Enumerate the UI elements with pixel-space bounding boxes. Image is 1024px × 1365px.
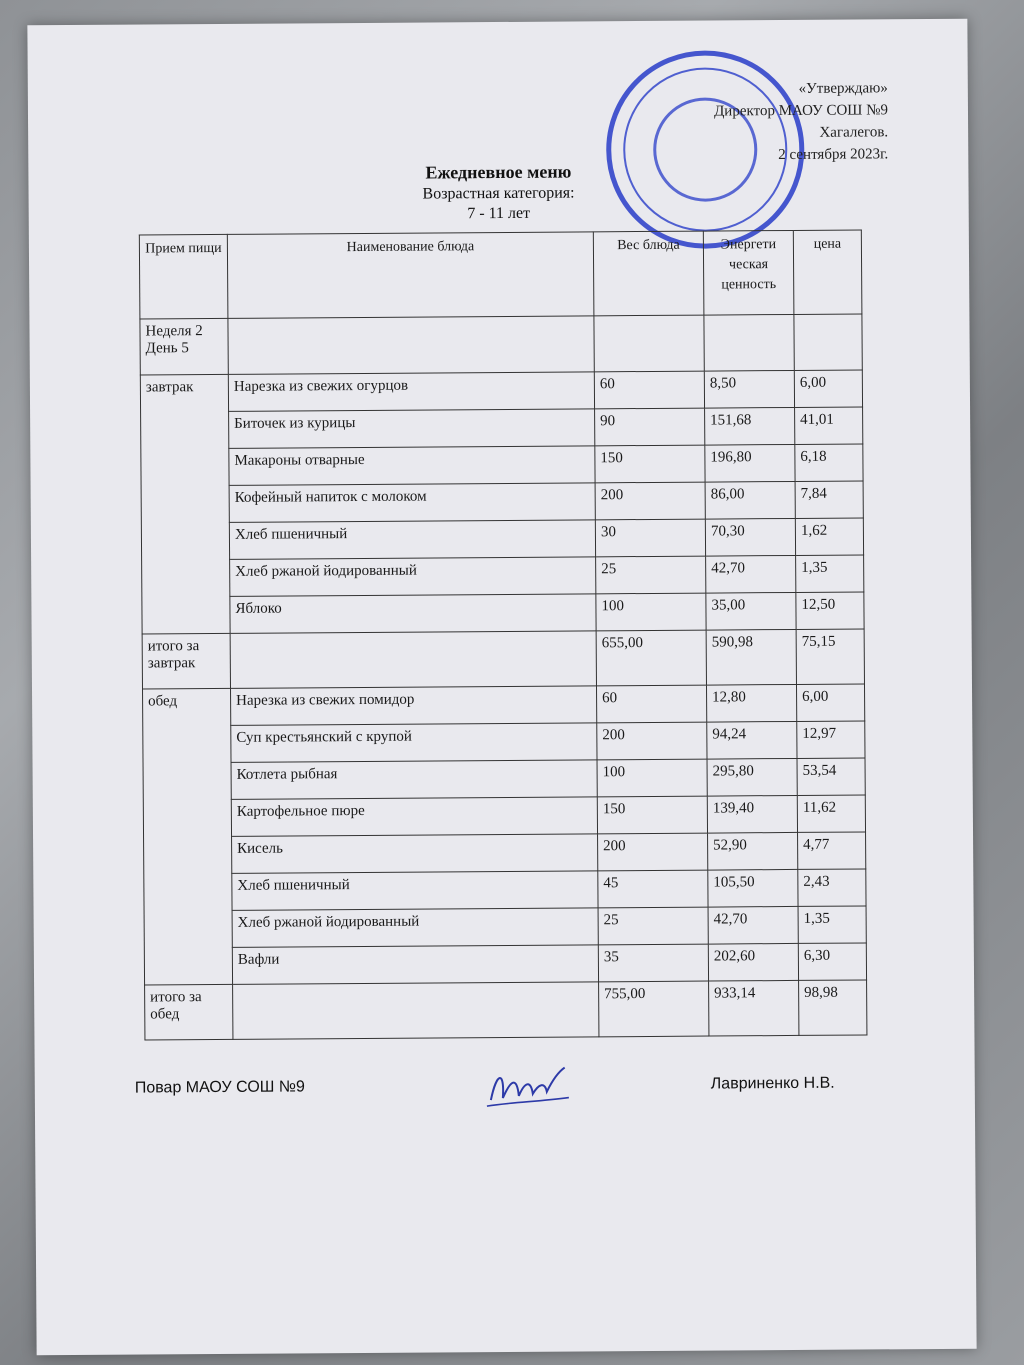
breakfast-dish: Хлеб пшеничный bbox=[229, 520, 595, 560]
menu-table bbox=[139, 229, 868, 1040]
breakfast-row bbox=[141, 518, 863, 560]
breakfast-energy: 86,00 bbox=[705, 481, 795, 519]
breakfast-row bbox=[141, 481, 863, 523]
lunch-price: 4,77 bbox=[798, 832, 866, 869]
table-header-row bbox=[139, 230, 862, 319]
breakfast-price: 7,84 bbox=[795, 481, 863, 518]
lunch-weight: 35 bbox=[598, 944, 708, 982]
breakfast-price: 1,62 bbox=[795, 518, 863, 555]
lunch-dish: Суп крестьянский с крупой bbox=[231, 723, 597, 763]
lunch-row bbox=[143, 758, 865, 800]
cook-name: Лавриненко Н.В. bbox=[710, 1074, 835, 1093]
breakfast-dish: Кофейный напиток с молоком bbox=[229, 483, 595, 523]
breakfast-total-label: итого за завтрак bbox=[142, 633, 230, 689]
lunch-label: обед bbox=[143, 688, 233, 985]
lunch-total-empty bbox=[233, 982, 599, 1040]
lunch-row bbox=[144, 943, 866, 985]
lunch-price: 6,00 bbox=[796, 684, 864, 721]
lunch-row bbox=[144, 906, 866, 948]
breakfast-price: 1,35 bbox=[796, 555, 864, 592]
breakfast-price: 41,01 bbox=[795, 407, 863, 444]
approval-line-3: Хагалегов. bbox=[819, 124, 889, 141]
breakfast-dish: Нарезка из свежих огурцов bbox=[228, 372, 594, 412]
lunch-weight: 200 bbox=[598, 833, 708, 871]
breakfast-total-weight: 655,00 bbox=[596, 630, 706, 686]
lunch-energy: 105,50 bbox=[708, 869, 798, 907]
breakfast-total-price: 75,15 bbox=[796, 629, 864, 684]
header-weight: Вес блюда bbox=[593, 231, 704, 316]
lunch-dish: Хлеб пшеничный bbox=[232, 871, 598, 911]
age-category-label: Возрастная категория: bbox=[422, 184, 575, 203]
lunch-weight: 25 bbox=[598, 907, 708, 945]
week-day-label: Неделя 2 День 5 bbox=[140, 318, 228, 375]
lunch-price: 2,43 bbox=[798, 869, 866, 906]
lunch-row bbox=[144, 832, 866, 874]
breakfast-weight: 60 bbox=[594, 371, 704, 409]
lunch-weight: 100 bbox=[597, 759, 707, 797]
lunch-total-energy: 933,14 bbox=[709, 980, 799, 1036]
breakfast-dish: Биточек из курицы bbox=[229, 409, 595, 449]
lunch-dish: Картофельное пюре bbox=[231, 797, 597, 837]
breakfast-total-row bbox=[142, 629, 864, 689]
breakfast-dish: Яблоко bbox=[230, 594, 596, 634]
breakfast-energy: 8,50 bbox=[704, 370, 794, 408]
lunch-dish: Кисель bbox=[232, 834, 598, 874]
signature bbox=[483, 1062, 573, 1113]
breakfast-price: 6,00 bbox=[794, 370, 862, 407]
lunch-weight: 45 bbox=[598, 870, 708, 908]
lunch-dish: Хлеб ржаной йодированный bbox=[232, 908, 598, 948]
breakfast-row bbox=[140, 370, 862, 412]
breakfast-energy: 70,30 bbox=[705, 518, 795, 556]
breakfast-energy: 42,70 bbox=[706, 555, 796, 593]
lunch-energy: 42,70 bbox=[708, 906, 798, 944]
breakfast-label: завтрак bbox=[140, 374, 230, 634]
lunch-price: 53,54 bbox=[797, 758, 865, 795]
breakfast-weight: 150 bbox=[595, 445, 705, 483]
lunch-energy: 139,40 bbox=[707, 795, 797, 833]
lunch-dish: Котлета рыбная bbox=[231, 760, 597, 800]
menu-title: Ежедневное меню bbox=[425, 161, 572, 183]
approval-block bbox=[678, 77, 889, 166]
breakfast-price: 12,50 bbox=[796, 592, 864, 629]
lunch-weight: 200 bbox=[597, 722, 707, 760]
breakfast-weight: 200 bbox=[595, 482, 705, 520]
breakfast-total-energy: 590,98 bbox=[706, 629, 796, 685]
title-block bbox=[368, 159, 628, 225]
lunch-total-weight: 755,00 bbox=[599, 981, 709, 1037]
lunch-price: 11,62 bbox=[797, 795, 865, 832]
lunch-energy: 202,60 bbox=[708, 943, 798, 981]
lunch-energy: 52,90 bbox=[708, 832, 798, 870]
lunch-price: 12,97 bbox=[797, 721, 865, 758]
header-energy: Энергети ческая ценность bbox=[703, 230, 794, 315]
breakfast-dish: Хлеб ржаной йодированный bbox=[230, 557, 596, 597]
breakfast-weight: 25 bbox=[596, 556, 706, 594]
age-range: 7 - 11 лет bbox=[467, 204, 531, 223]
lunch-row bbox=[143, 684, 865, 726]
lunch-energy: 94,24 bbox=[707, 721, 797, 759]
breakfast-row bbox=[142, 592, 864, 634]
breakfast-total-empty bbox=[230, 631, 596, 689]
breakfast-energy: 151,68 bbox=[705, 407, 795, 445]
lunch-weight: 150 bbox=[597, 796, 707, 834]
lunch-total-row bbox=[145, 980, 867, 1040]
approval-line-2: Директор МАОУ СОШ №9 bbox=[713, 102, 889, 120]
header-dish: Наименование блюда bbox=[227, 232, 594, 319]
lunch-dish: Вафли bbox=[232, 945, 598, 985]
breakfast-row bbox=[141, 444, 863, 486]
lunch-dish: Нарезка из свежих помидор bbox=[231, 686, 597, 726]
header-meal: Прием пищи bbox=[139, 234, 228, 319]
lunch-total-price: 98,98 bbox=[799, 980, 867, 1035]
breakfast-weight: 100 bbox=[596, 593, 706, 631]
week-day-row bbox=[140, 314, 862, 375]
breakfast-dish: Макароны отварные bbox=[229, 446, 595, 486]
lunch-row bbox=[144, 869, 866, 911]
breakfast-weight: 90 bbox=[595, 408, 705, 446]
breakfast-energy: 196,80 bbox=[705, 444, 795, 482]
breakfast-row bbox=[141, 407, 863, 449]
menu-sheet bbox=[27, 19, 976, 1356]
approval-line-4: 2 сентября 2023г. bbox=[778, 146, 889, 164]
lunch-energy: 12,80 bbox=[706, 684, 796, 722]
lunch-weight: 60 bbox=[596, 685, 706, 723]
lunch-energy: 295,80 bbox=[707, 758, 797, 796]
cook-label: Повар МАОУ СОШ №9 bbox=[134, 1078, 305, 1097]
header-price: цена bbox=[793, 230, 862, 314]
breakfast-price: 6,18 bbox=[795, 444, 863, 481]
approval-line-1: «Утверждаю» bbox=[798, 80, 888, 97]
breakfast-weight: 30 bbox=[595, 519, 705, 557]
breakfast-row bbox=[142, 555, 864, 597]
lunch-row bbox=[143, 721, 865, 763]
breakfast-energy: 35,00 bbox=[706, 592, 796, 630]
lunch-total-label: итого за обед bbox=[145, 984, 233, 1040]
lunch-row bbox=[143, 795, 865, 837]
lunch-price: 1,35 bbox=[798, 906, 866, 943]
lunch-price: 6,30 bbox=[798, 943, 866, 980]
